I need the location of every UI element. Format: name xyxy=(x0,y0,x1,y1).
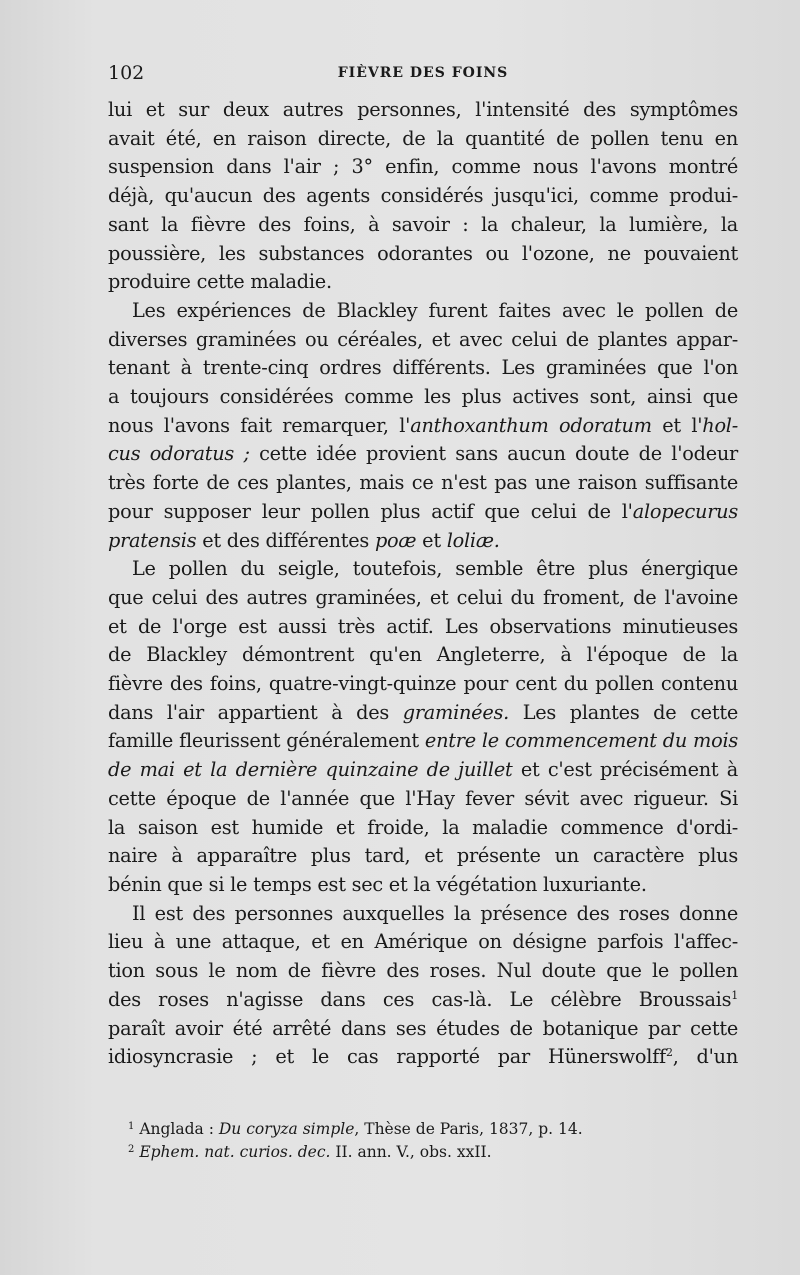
italic-term: graminées. xyxy=(402,700,510,724)
page-number: 102 xyxy=(108,62,145,84)
line-segment: cette idée provient sans aucun doute de l'odeur xyxy=(249,442,738,466)
italic-term: pratensis xyxy=(108,528,197,552)
footnote-mark: 2 xyxy=(128,1144,135,1155)
line-segment: nous l'avons fait remarquer, l' xyxy=(108,413,411,437)
line-segment: idiosyncrasie ; et le cas rapporté par Hünerswolff xyxy=(108,1045,666,1069)
body-text xyxy=(108,96,738,1072)
text-line xyxy=(108,1043,738,1072)
text-line: déjà, qu'aucun des agents considérés jusqu'ici, comme produi- xyxy=(108,184,738,208)
running-title: FIÈVRE DES FOINS xyxy=(337,65,509,81)
text-line: Le pollen du seigle, toutefois, semble être plus énergique xyxy=(132,557,738,581)
line-segment: pour supposer leur pollen plus actif que celui de l' xyxy=(108,499,633,523)
italic-term: loliæ. xyxy=(446,528,500,552)
footnote xyxy=(128,1118,688,1141)
text-line xyxy=(108,440,738,469)
footnote-mark: 1 xyxy=(128,1121,135,1132)
text-line xyxy=(108,727,738,756)
text-line: suspension dans l'air ; 3° enfin, comme nous l'avons montré xyxy=(108,155,738,179)
line-segment: et des différentes xyxy=(196,528,375,552)
line-segment: , d'un xyxy=(672,1045,738,1069)
text-line: Il est des personnes auxquelles la présence des roses donne xyxy=(132,901,738,925)
line-segment: des roses n'agisse dans ces cas-là. Le célèbre Broussais xyxy=(108,987,732,1011)
text-line: sant la fièvre des foins, à savoir : la chaleur, la lumière, la xyxy=(108,212,738,236)
page-header xyxy=(108,62,738,88)
text-line: avait été, en raison directe, de la quantité de pollen tenu en xyxy=(108,126,738,150)
footnote-title: Ephem. nat. curios. dec. xyxy=(139,1143,331,1161)
italic-term: poæ xyxy=(374,528,417,552)
text-line: la saison est humide et froide, la maladie commence d'ordi- xyxy=(108,815,738,839)
text-line: paraît avoir été arrêté dans ses études de botanique par cette xyxy=(108,1016,738,1040)
text-line xyxy=(108,986,738,1015)
text-line xyxy=(108,412,738,441)
text-line: bénin que si le temps est sec et la végétation luxuriante. xyxy=(108,872,647,896)
footnote-text: Anglada : xyxy=(139,1120,219,1138)
text-line: lieu à une attaque, et en Amérique on désigne parfois l'affec- xyxy=(108,930,738,954)
footnote-text: II. ann. V., obs. xxII. xyxy=(330,1143,492,1161)
italic-term: hol- xyxy=(702,413,738,437)
italic-term: entre le commencement du mois xyxy=(424,729,739,753)
text-line: de Blackley démontrent qu'en Angleterre, à l'époque de la xyxy=(108,643,738,667)
text-line: lui et sur deux autres personnes, l'intensité des symptômes xyxy=(108,98,738,121)
footnotes xyxy=(128,1118,688,1164)
text-line xyxy=(108,527,738,556)
italic-term: anthoxanthum odoratum xyxy=(410,413,652,437)
footnote xyxy=(128,1141,688,1164)
text-line: que celui des autres graminées, et celui du froment, de l'avoine xyxy=(108,585,738,609)
text-line: et de l'orge est aussi très actif. Les observations minutieuses xyxy=(108,614,738,638)
text-line: produire cette maladie. xyxy=(108,270,332,294)
text-line: poussière, les substances odorantes ou l'ozone, ne pouvaient xyxy=(108,241,738,265)
line-segment: et l' xyxy=(651,413,703,437)
text-line: très forte de ces plantes, mais ce n'est pas une raison suffisante xyxy=(108,471,738,495)
italic-term: alopecurus xyxy=(632,499,738,523)
text-line xyxy=(108,498,738,527)
text-line: a toujours considérées comme les plus actives sont, ainsi que xyxy=(108,385,738,409)
line-segment: dans l'air appartient à des xyxy=(108,700,403,724)
text-line: diverses graminées ou céréales, et avec celui de plantes appar- xyxy=(108,327,738,351)
line-segment: Les plantes de cette xyxy=(509,700,738,724)
footnote-text: , Thèse de Paris, 1837, p. 14. xyxy=(354,1120,583,1138)
line-segment: famille fleurissent généralement xyxy=(108,729,425,753)
line-segment: et c'est précisément à xyxy=(512,758,738,782)
italic-term: cus odoratus ; xyxy=(108,442,250,466)
text-line: fièvre des foins, quatre-vingt-quinze pour cent du pollen contenu xyxy=(108,672,738,696)
text-line: Les expériences de Blackley furent faites avec le pollen de xyxy=(132,298,738,322)
line-segment: et xyxy=(416,528,447,552)
text-line xyxy=(108,699,738,728)
text-line: naire à apparaître plus tard, et présente un caractère plus xyxy=(108,844,738,868)
italic-term: de mai et la dernière quinzaine de juillet xyxy=(108,758,513,782)
text-line xyxy=(108,756,738,785)
footnote-ref: 1 xyxy=(731,988,738,1002)
footnote-ref: 2 xyxy=(665,1046,673,1060)
text-line: cette époque de l'année que l'Hay fever sévit avec rigueur. Si xyxy=(108,786,738,810)
text-line: tenant à trente-cinq ordres différents. Les graminées que l'on xyxy=(108,356,738,380)
footnote-title: Du coryza simple xyxy=(218,1120,355,1138)
text-line: tion sous le nom de fièvre des roses. Nul doute que le pollen xyxy=(108,959,738,983)
